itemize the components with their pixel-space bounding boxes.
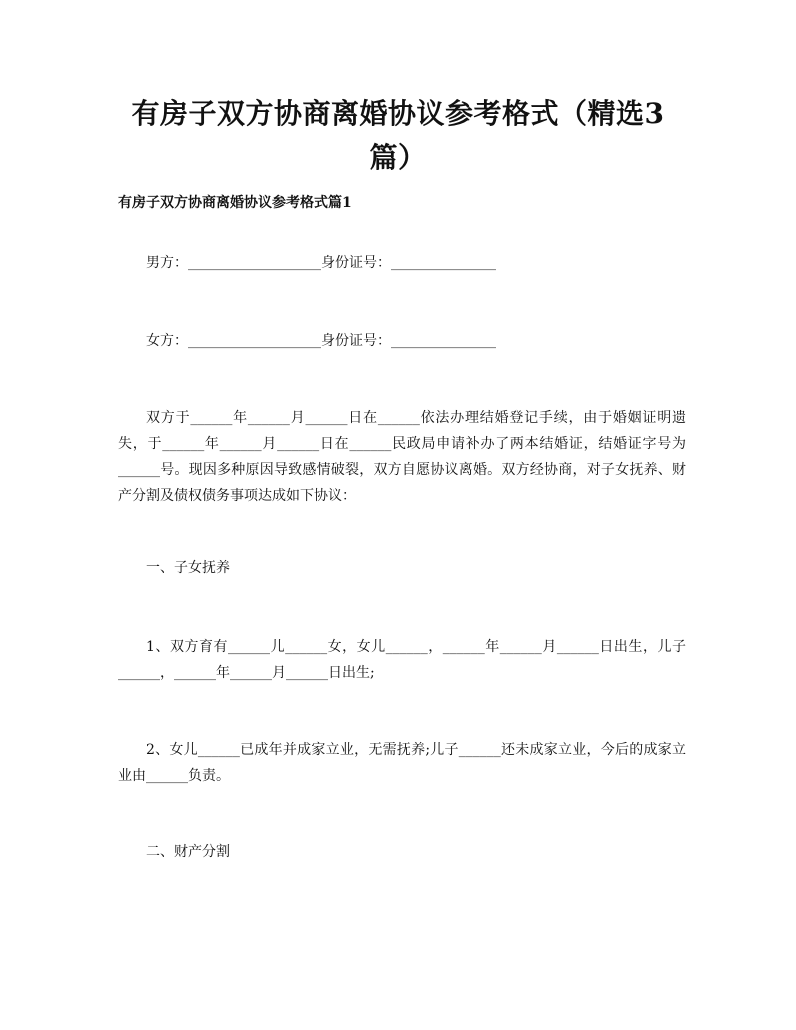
document-subtitle: 有房子双方协商离婚协议参考格式篇1 (118, 195, 352, 211)
clause-1-children: 1、双方育有______儿______女，女儿______，______年______月______日出生，儿子______，______年______月______日出生; (118, 639, 686, 681)
female-party-line: 女方：___________________身份证号：_______________ (146, 333, 496, 349)
clause-2-children: 2、女儿______已成年并成家立业，无需抚养;儿子______还未成家立业，今后的成家立业由______负责。 (118, 742, 686, 784)
section-heading-child-support: 一、子女抚养 (146, 560, 230, 576)
document-title: 有房子双方协商离婚协议参考格式（精选3篇） (131, 97, 665, 174)
section-heading-property-division: 二、财产分割 (146, 844, 230, 860)
intro-paragraph: 双方于______年______月______日在______依法办理结婚登记手续，由于婚姻证明遗失，于______年______月______日在______民政局申请补办了两本结婚证，结婚证字号为______号。现因多种原因导致感情破裂，双方自愿协议离婚。双方经协商，对子女抚养、财产分割及债权债务事项达成如下协议： (118, 410, 686, 504)
male-party-line: 男方：___________________身份证号：_______________ (146, 255, 496, 271)
